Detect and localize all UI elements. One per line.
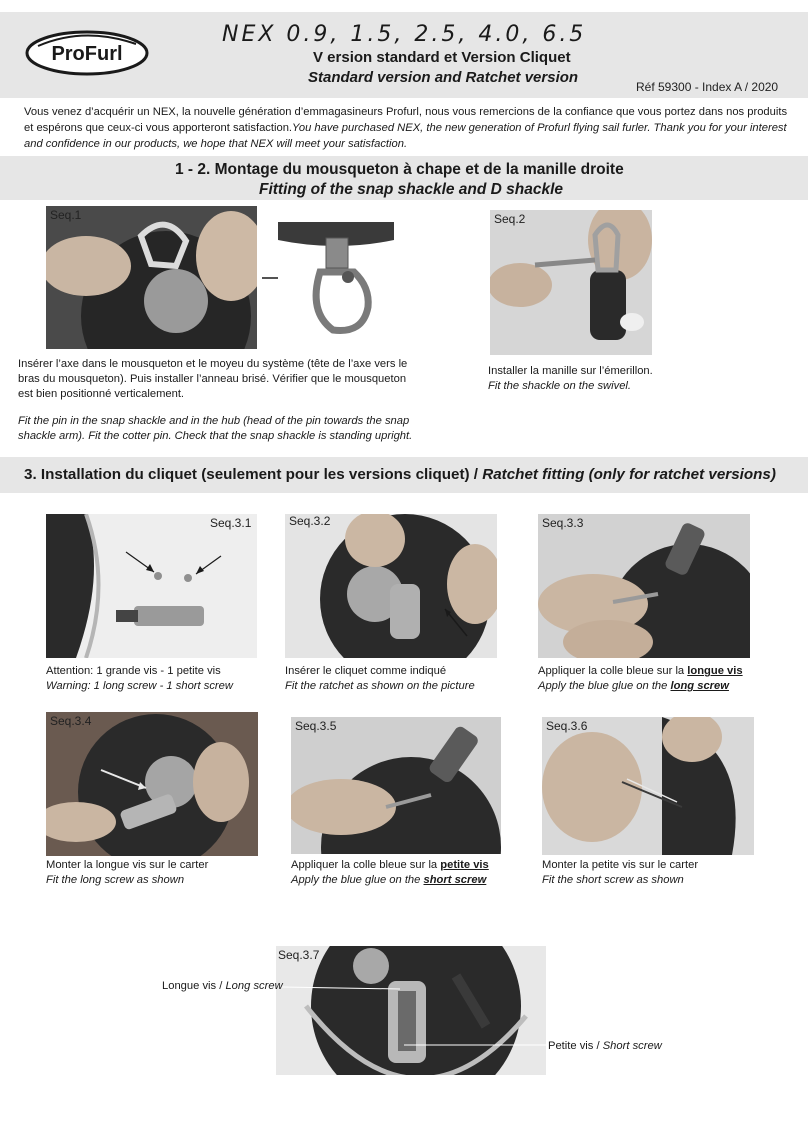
seq34-caption <box>46 858 208 888</box>
seq36-text-fr: Monter la petite vis sur le carter <box>542 859 699 871</box>
seq33-label: Seq.3.3 <box>542 516 584 530</box>
subtitle-en: Standard version and Ratchet version <box>308 69 579 86</box>
seq35-text-fr: Appliquer la colle bleue sur la <box>291 859 441 871</box>
seq35-text-en-emph: short screw <box>423 874 487 886</box>
intro-paragraph <box>24 104 799 152</box>
svg-text:ProFurl: ProFurl <box>51 43 123 65</box>
long-screw-leader-line <box>282 984 402 994</box>
seq36-caption <box>542 858 698 888</box>
seq34-text-fr: Monter la longue vis sur le carter <box>46 859 209 871</box>
seq1-text-fr: Insérer l’axe dans le mousqueton et le moyeu du système (tête de l’axe vers le bras du mousqueton). Puis installer l’anneau brisé. Vérifier que le mousqueton est bien positionné verticalement. <box>18 358 408 400</box>
seq31-photo <box>46 514 257 658</box>
section3-title <box>24 466 776 483</box>
seq31-caption <box>46 664 233 694</box>
seq31-label: Seq.3.1 <box>210 516 252 530</box>
seq32-label: Seq.3.2 <box>289 514 331 528</box>
seq35-caption <box>291 858 489 888</box>
seq32-text-en: Fit the ratchet as shown on the picture <box>285 680 475 692</box>
document-title: NEX 0.9, 1.5, 2.5, 4.0, 6.5 <box>222 22 587 47</box>
seq2-text-fr: Installer la manille sur l’émerillon. <box>488 365 653 377</box>
section1-title-en: Fitting of the snap shackle and D shackle <box>259 181 564 198</box>
seq33-text-en: Apply the blue glue on the <box>538 680 671 692</box>
seq32-caption <box>285 664 475 694</box>
section3-title-fr: 3. Installation du cliquet (seulement pour les versions cliquet) / <box>24 466 483 483</box>
short-screw-label-fr: Petite vis / <box>548 1040 603 1052</box>
seq36-text-en: Fit the short screw as shown <box>542 874 684 886</box>
long-screw-label-en: Long screw <box>225 980 283 992</box>
seq37-label: Seq.3.7 <box>278 948 320 962</box>
seq36-label: Seq.3.6 <box>546 719 588 733</box>
profurl-logo <box>24 28 150 78</box>
intro-fr: Vous venez d’acquérir un NEX, la nouvelle génération d’emmagasineurs Profurl, nous vous remercions de la confiance que vous portez dans nos produits et espérons que ceux-ci vous apporteront satisfaction. <box>24 106 788 134</box>
reference-number: Réf 59300 - Index A / 2020 <box>636 80 779 94</box>
seq2-photo <box>490 210 652 355</box>
seq34-text-en: Fit the long screw as shown <box>46 874 185 886</box>
seq2-text-en: Fit the shackle on the swivel. <box>488 380 632 392</box>
seq33-text-en-emph: long screw <box>670 680 729 692</box>
intro-en: You have purchased NEX, the new generation of Profurl flying sail furler. Thank you for your interest and confidence in our products, we hope that NEX will meet your satisfaction. <box>24 122 787 150</box>
short-screw-label <box>548 1040 662 1052</box>
seq34-photo <box>46 712 258 856</box>
seq37-photo <box>276 946 546 1075</box>
subtitle-fr: V ersion standard et Version Cliquet <box>313 49 571 66</box>
seq2-label: Seq.2 <box>494 212 526 226</box>
seq31-text-en: Warning: 1 long screw - 1 short screw <box>46 680 233 692</box>
long-screw-label-fr: Longue vis / <box>162 980 226 992</box>
seq35-text-en: Apply the blue glue on the <box>291 874 424 886</box>
seq33-caption <box>538 664 743 694</box>
seq36-photo <box>542 717 754 855</box>
seq32-photo <box>285 514 497 658</box>
short-screw-leader-line <box>404 1040 547 1050</box>
section3-title-en: Ratchet fitting (only for ratchet versions) <box>482 466 776 483</box>
seq1-label: Seq.1 <box>50 208 82 222</box>
seq34-label: Seq.3.4 <box>50 714 92 728</box>
section1-title-fr: 1 - 2. Montage du mousqueton à chape et de la manille droite <box>175 161 624 178</box>
seq35-label: Seq.3.5 <box>295 719 337 733</box>
seq35-photo <box>291 717 501 854</box>
seq1-photo <box>46 206 257 349</box>
seq32-text-fr: Insérer le cliquet comme indiqué <box>285 665 447 677</box>
seq1-text-en: Fit the pin in the snap shackle and in the hub (head of the pin towards the snap shackle arm). Fit the cotter pin. Check that the snap shackle is standing upright. <box>18 415 413 442</box>
long-screw-label <box>162 980 283 992</box>
short-screw-label-en: Short screw <box>602 1040 662 1052</box>
seq31-text-fr: Attention: 1 grande vis - 1 petite vis <box>46 665 221 677</box>
seq33-text-fr-emph: longue vis <box>687 665 743 677</box>
seq33-text-fr: Appliquer la colle bleue sur la <box>538 665 688 677</box>
seq33-photo <box>538 514 750 658</box>
seq1-detail-photo <box>278 222 394 342</box>
seq35-text-fr-emph: petite vis <box>440 859 489 871</box>
